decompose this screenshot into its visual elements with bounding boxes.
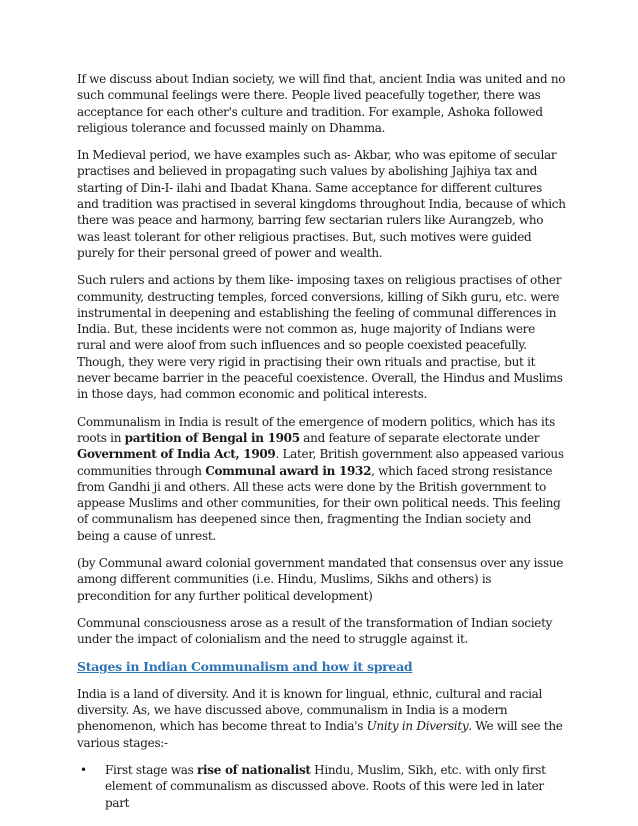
bullet-icon: •: [80, 762, 87, 777]
text-run: First stage was: [105, 762, 198, 777]
paragraph-communal-award-note: (by Communal award colonial government mandated that consensus over any issue among different communities (i.e. Hindu, Muslims, Sikhs and others) is precondition for any further political development): [77, 556, 564, 603]
bold-govt-india-act: Government of India Act, 1909: [77, 447, 276, 462]
paragraph-communal-consciousness: Communal consciousness arose as a result of the transformation of Indian society under the impact of colonialism and the need to struggle against it.: [77, 615, 553, 647]
text-run: . We will see the various stages:-: [77, 719, 563, 750]
italic-unity-in-diversity: Unity in Diversity: [366, 719, 469, 734]
section-heading-stages: Stages in Indian Communalism and how it spread: [77, 658, 413, 674]
text-run: Hindu, Muslim, Sikh, etc. with only first element of communalism as discussed above. Roots of this were led in later part: [105, 762, 546, 810]
paragraph-ancient-india: If we discuss about Indian society, we will find that, ancient India was united and no such communal feelings were there. People lived peacefully together, there was acceptance for each other's culture and tradition. For example, Ashoka followed religious tolerance and focussed mainly on Dhamma.: [77, 72, 566, 135]
text-run: Communalism in India is result of the emergence of modern politics, which has its roots in: [77, 414, 555, 445]
text-run: India is a land of diversity. And it is known for lingual, ethnic, cultural and racial diversity. As, we have discussed above, communalism in India is a modern phenomenon, which has become threat to India's: [77, 686, 543, 734]
stages-list: [77, 762, 567, 811]
text-run: . Later, British government also appeased various communities through: [77, 447, 564, 478]
text-run: , which faced strong resistance from Gandhi ji and others. All these acts were done by the British government to appease Muslims and other communities, for their own political needs. This feeling of communalism has deepened since then, fragmenting the Indian society and being a cause of unrest.: [77, 463, 561, 543]
list-item: [77, 762, 567, 811]
paragraph-land-of-diversity: [77, 686, 567, 751]
text-run: and feature of separate electorate under: [299, 430, 540, 445]
paragraph-modern-communalism: [77, 414, 567, 544]
paragraph-medieval-period: In Medieval period, we have examples such as- Akbar, who was epitome of secular practises and believed in propagating such values by abolishing Jajhiya tax and starting of Din-I- ilahi and Ibadat Khana. Same acceptance for different cultures and tradition was practised in several kingdoms throughout India, because of which there was peace and harmony, barring few sectarian rulers like Aurangzeb, who was least tolerant for other religious practises. But, such motives were guided purely for their personal greed of power and wealth.: [77, 148, 566, 260]
bold-communal-award: Communal award in 1932: [205, 463, 372, 478]
bold-partition-bengal: partition of Bengal in 1905: [124, 430, 300, 445]
paragraph-sectarian-rulers: Such rulers and actions by them like- imposing taxes on religious practises of other community, destructing temples, forced conversions, killing of Sikh guru, etc. were instrumental in deepening and establishing the feeling of communal differences in India. But, these incidents were not common as, huge majority of Indians were rural and were aloof from such influences and so people coexisted peacefully. Though, they were very rigid in practising their own rituals and practise, but it never became barrier in the peaceful coexistence. Overall, the Hindus and Muslims in those days, had common economic and political interests.: [77, 273, 563, 402]
document-body: [77, 71, 567, 811]
bold-rise-of-nationalist: rise of nationalist: [197, 762, 311, 777]
